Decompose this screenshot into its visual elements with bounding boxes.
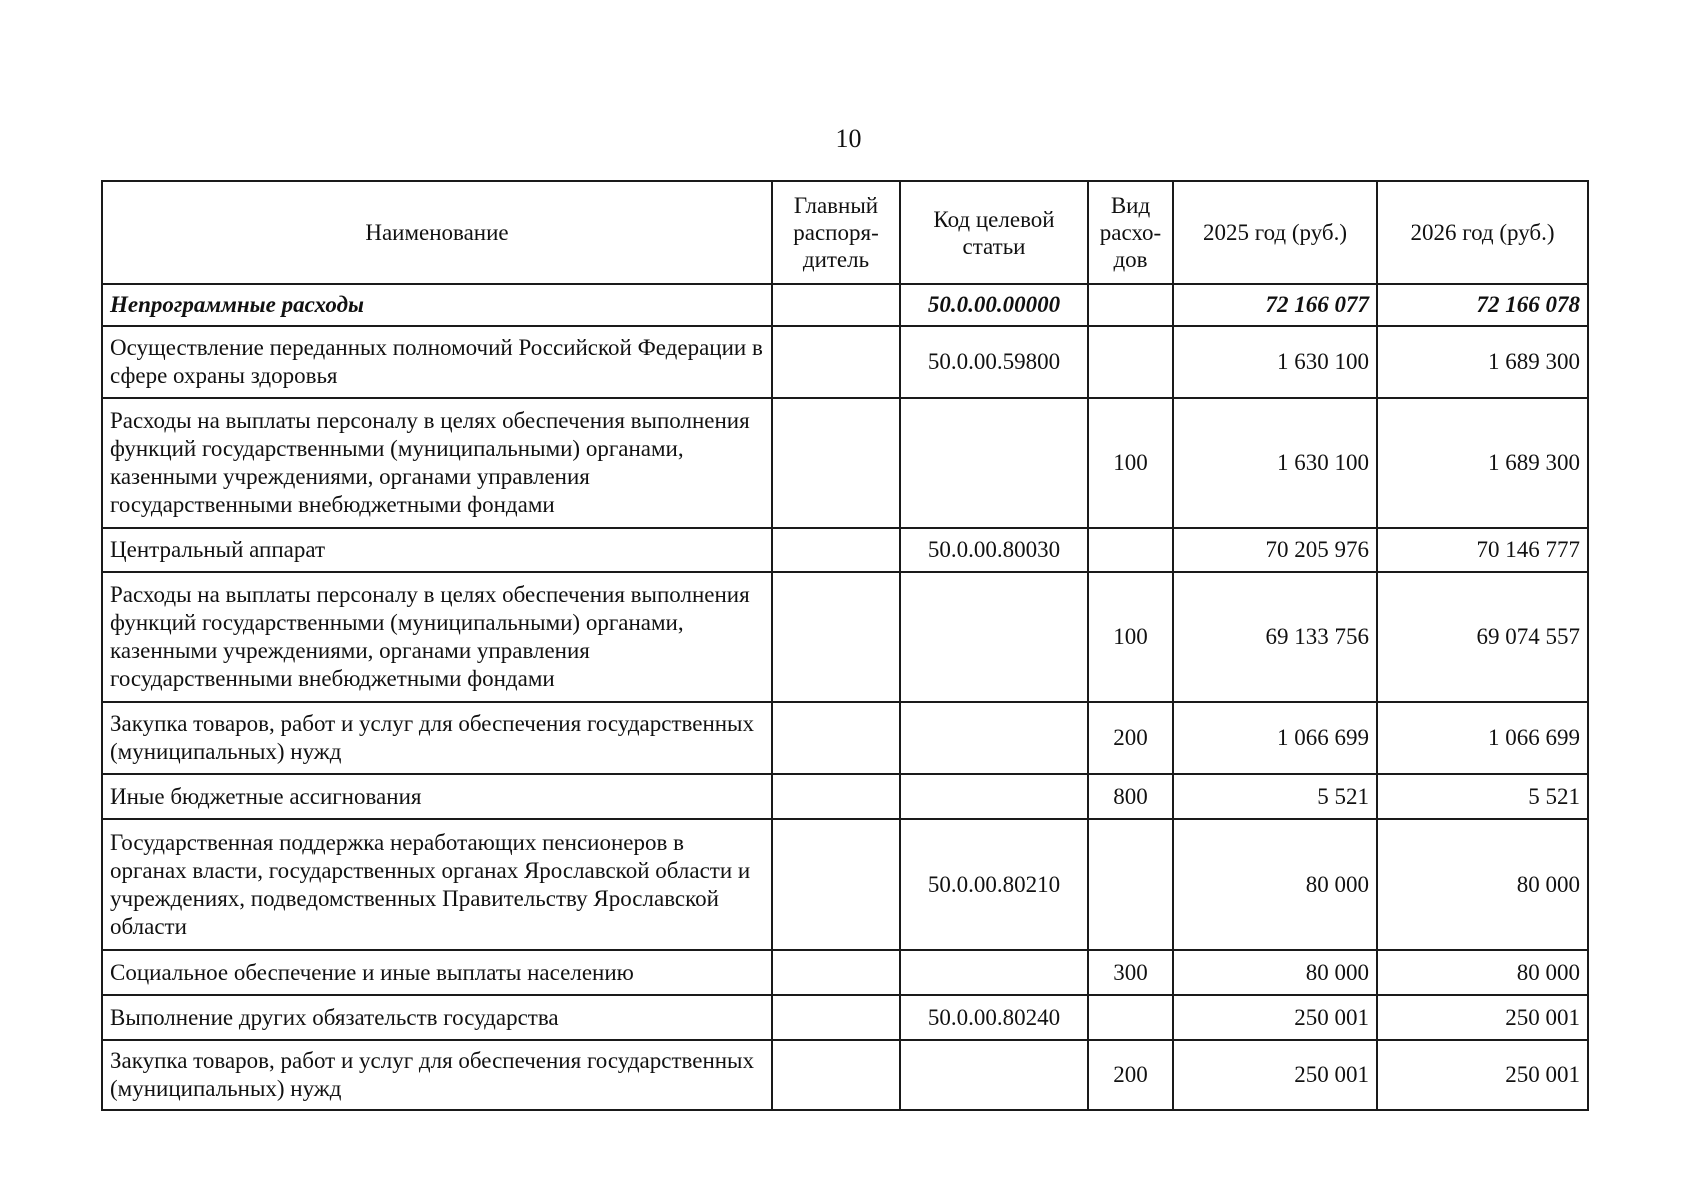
row-code: 50.0.00.59800 [900, 326, 1088, 398]
row-main-manager [772, 326, 900, 398]
row-kind [1088, 528, 1173, 572]
row-main-manager [772, 398, 900, 528]
row-code: 50.0.00.80030 [900, 528, 1088, 572]
row-2025: 70 205 976 [1173, 528, 1377, 572]
row-code [900, 1040, 1088, 1110]
row-2026: 72 166 078 [1377, 284, 1588, 326]
table-row [102, 398, 1588, 528]
row-2025: 250 001 [1173, 995, 1377, 1040]
row-2026: 69 074 557 [1377, 572, 1588, 702]
row-name: Иные бюджетные ассигнования [102, 774, 772, 819]
row-main-manager [772, 572, 900, 702]
row-code [900, 398, 1088, 528]
row-2025: 250 001 [1173, 1040, 1377, 1110]
row-main-manager [772, 950, 900, 995]
page-number: 10 [835, 124, 862, 153]
row-name: Социальное обеспечение и иные выплаты населению [102, 950, 772, 995]
row-kind [1088, 326, 1173, 398]
header-name: Наименование [102, 181, 772, 284]
header-code: Код целевой статьи [900, 181, 1088, 284]
row-2026: 5 521 [1377, 774, 1588, 819]
row-2026: 80 000 [1377, 950, 1588, 995]
row-kind [1088, 284, 1173, 326]
row-kind: 300 [1088, 950, 1173, 995]
row-2026: 1 066 699 [1377, 702, 1588, 774]
row-name: Непрограммные расходы [102, 284, 772, 326]
row-main-manager [772, 284, 900, 326]
row-name: Закупка товаров, работ и услуг для обеспечения государственных (муниципальных) нужд [102, 702, 772, 774]
row-code: 50.0.00.00000 [900, 284, 1088, 326]
table-row [102, 572, 1588, 702]
row-main-manager [772, 528, 900, 572]
table-row [102, 284, 1588, 326]
row-kind: 200 [1088, 1040, 1173, 1110]
budget-table [101, 180, 1589, 1111]
row-2025: 80 000 [1173, 819, 1377, 950]
row-2026: 250 001 [1377, 1040, 1588, 1110]
row-2025: 69 133 756 [1173, 572, 1377, 702]
table-row [102, 528, 1588, 572]
row-2026: 1 689 300 [1377, 326, 1588, 398]
row-name: Государственная поддержка неработающих пенсионеров в органах власти, государственных органах Ярославской области и учреждениях, подведомственных Правительству Ярославской области [102, 819, 772, 950]
row-name: Осуществление переданных полномочий Российской Федерации в сфере охраны здоровья [102, 326, 772, 398]
row-2026: 1 689 300 [1377, 398, 1588, 528]
table-header-row [102, 181, 1588, 284]
row-2025: 1 066 699 [1173, 702, 1377, 774]
row-2026: 70 146 777 [1377, 528, 1588, 572]
row-kind: 200 [1088, 702, 1173, 774]
row-kind: 100 [1088, 572, 1173, 702]
row-2025: 1 630 100 [1173, 398, 1377, 528]
row-main-manager [772, 995, 900, 1040]
table-row [102, 702, 1588, 774]
row-code [900, 572, 1088, 702]
table-row [102, 995, 1588, 1040]
row-code [900, 950, 1088, 995]
header-2026: 2026 год (руб.) [1377, 181, 1588, 284]
table-row [102, 326, 1588, 398]
header-main-manager: Главный распоря-дитель [772, 181, 900, 284]
table-row [102, 1040, 1588, 1110]
row-main-manager [772, 1040, 900, 1110]
row-code: 50.0.00.80210 [900, 819, 1088, 950]
row-name: Расходы на выплаты персоналу в целях обеспечения выполнения функций государственными (муниципальными) органами, казенными учреждениями, органами управления государственными внебюджетными фондами [102, 572, 772, 702]
row-2025: 72 166 077 [1173, 284, 1377, 326]
row-main-manager [772, 819, 900, 950]
header-2025: 2025 год (руб.) [1173, 181, 1377, 284]
table-row [102, 950, 1588, 995]
row-kind: 100 [1088, 398, 1173, 528]
header-kind: Вид расхо-дов [1088, 181, 1173, 284]
row-code: 50.0.00.80240 [900, 995, 1088, 1040]
row-name: Расходы на выплаты персоналу в целях обеспечения выполнения функций государственными (муниципальными) органами, казенными учреждениями, органами управления государственными внебюджетными фондами [102, 398, 772, 528]
row-2026: 250 001 [1377, 995, 1588, 1040]
row-name: Закупка товаров, работ и услуг для обеспечения государственных (муниципальных) нужд [102, 1040, 772, 1110]
row-2025: 5 521 [1173, 774, 1377, 819]
row-2025: 80 000 [1173, 950, 1377, 995]
row-2026: 80 000 [1377, 819, 1588, 950]
row-code [900, 774, 1088, 819]
row-kind: 800 [1088, 774, 1173, 819]
row-2025: 1 630 100 [1173, 326, 1377, 398]
table-row [102, 819, 1588, 950]
row-kind [1088, 819, 1173, 950]
row-code [900, 702, 1088, 774]
row-name: Выполнение других обязательств государства [102, 995, 772, 1040]
row-name: Центральный аппарат [102, 528, 772, 572]
table-row [102, 774, 1588, 819]
row-main-manager [772, 774, 900, 819]
row-main-manager [772, 702, 900, 774]
row-kind [1088, 995, 1173, 1040]
